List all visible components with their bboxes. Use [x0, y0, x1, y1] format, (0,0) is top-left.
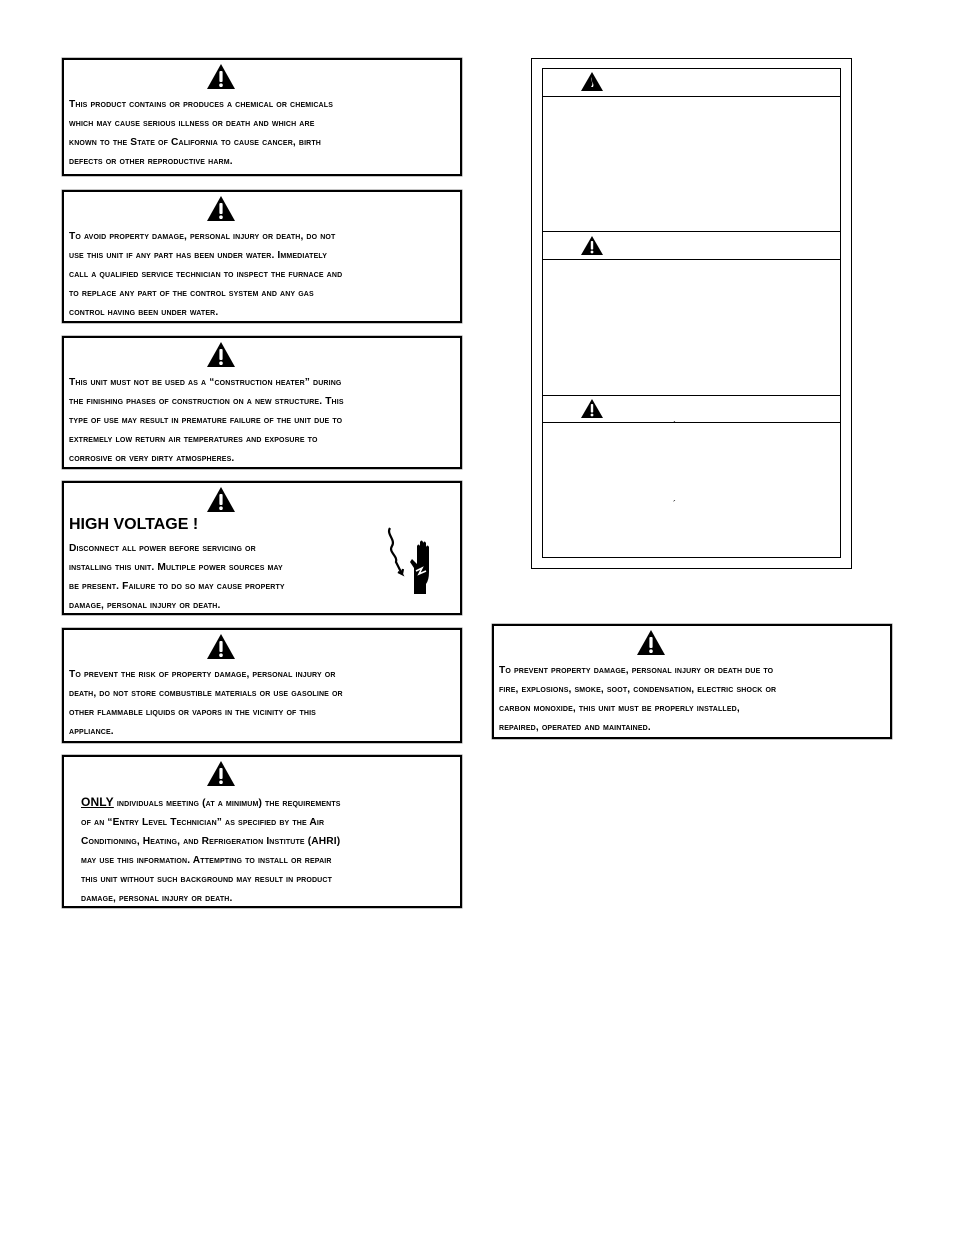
warning-triangle-icon [206, 760, 236, 787]
warning-text: This product contains or produces a chemical or chemicals which may cause serious illness or death and which are known to the State of California to cause cancer, birth defects or other reproductive harm. [69, 99, 334, 167]
only-emphasis: ONLY [81, 795, 114, 809]
warning-text: To prevent property damage, personal injury or death due to fire, explosions, smoke, soot, condensation, electric shock or carbon monoxide, this unit must be properly installed, repaired, operated and maintained. [499, 665, 777, 733]
high-voltage-title: HIGH VOLTAGE ! [69, 516, 199, 533]
warning-box-qualified-technician [62, 755, 462, 908]
electric-shock-hand-icon [384, 524, 442, 596]
warning-text: This unit must not be used as a “construction heater” during the finishing phases of construction on a new structure. This type of use may result in premature failure of the unit due to extremely low return air temperatures and exposure to corrosive or very dirty atmospheres. [69, 377, 344, 464]
panel-divider [542, 395, 841, 396]
warning-box-high-voltage [62, 481, 462, 615]
warning-triangle-icon [206, 195, 236, 222]
warning-triangle-icon [636, 629, 666, 656]
warning-box-flammable [62, 628, 462, 743]
warning-box-water-damage [62, 190, 462, 323]
panel-divider [542, 96, 841, 97]
warning-text: To prevent the risk of property damage, personal injury or death, do not store combustible materials or use gasoline or other flammable liquids or vapors in the vicinity of this appliance. [69, 669, 343, 737]
warning-triangle-icon [580, 235, 604, 256]
fire-warning-icon [580, 71, 604, 92]
panel-divider [542, 259, 841, 260]
warning-text: Disconnect all power before servicing or installing this unit. Multiple power sources may be present. Failure to do so may cause property damage, personal injury or death. [69, 543, 285, 611]
panel-mark: ´ [673, 420, 676, 430]
panel-divider [542, 231, 841, 232]
warning-triangle-icon [206, 341, 236, 368]
warning-triangle-icon [206, 63, 236, 90]
warning-box-construction-heater [62, 336, 462, 469]
warning-body: individuals meeting (at a minimum) the requirements of an “Entry Level Technician” as specified by the Air Conditioning, Heating, and Refrigeration Institute (AHRI) may use this information. Attempting to install or repair this unit without such background may result in product damage, personal injury or death. [81, 798, 341, 904]
warning-text: To avoid property damage, personal injury or death, do not use this unit if any part has been under water. Immediately call a qualified service technician to inspect the furnace and to replace any part of the control system and any gas control having been under water. [69, 231, 343, 318]
framed-panel-inner [542, 68, 841, 558]
panel-mark: ´ [673, 499, 676, 509]
panel-divider [542, 422, 841, 423]
warning-triangle-icon [206, 486, 236, 513]
warning-box-california [62, 58, 462, 176]
warning-triangle-icon [580, 398, 604, 419]
warning-box-proper-installation [492, 624, 892, 739]
warning-triangle-icon [206, 633, 236, 660]
warning-text [81, 793, 454, 908]
